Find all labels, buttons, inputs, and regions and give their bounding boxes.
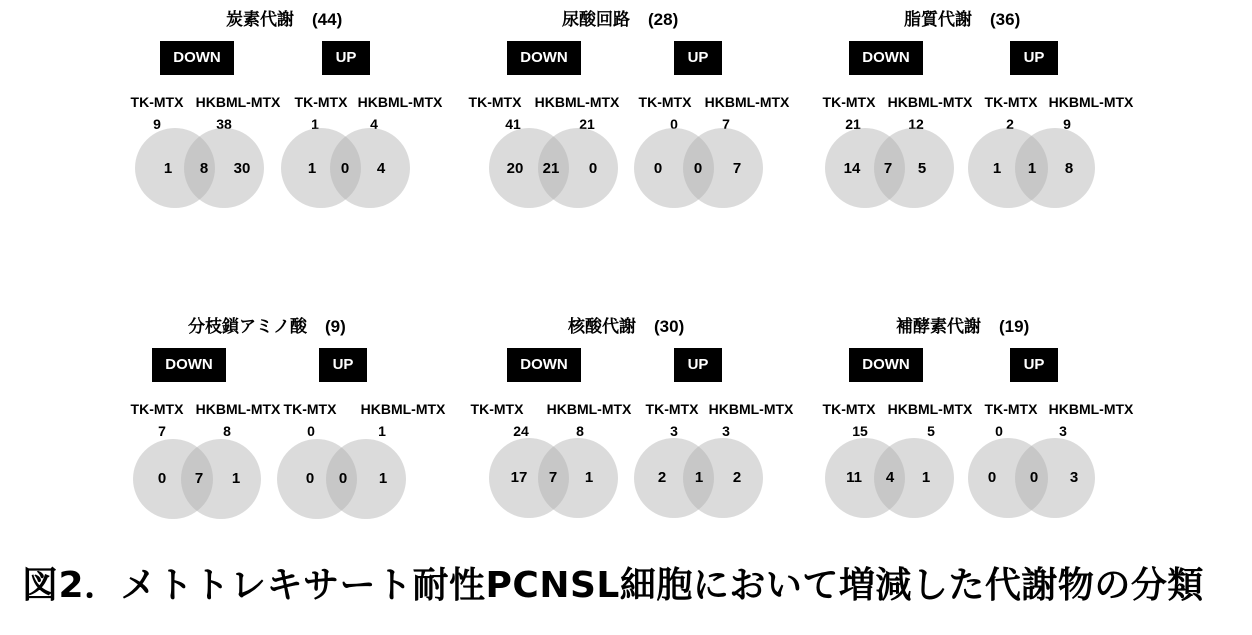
up-total-a: 3	[670, 423, 678, 439]
down-overlap: 21	[542, 160, 560, 177]
down-total-b: 8	[576, 423, 584, 439]
down-overlap: 7	[548, 469, 558, 486]
panel-count: (30)	[654, 317, 685, 336]
up-overlap: 0	[1029, 469, 1039, 486]
up-only-b: 8	[1064, 160, 1074, 177]
down-overlap: 8	[199, 160, 209, 177]
down-label-b: HKBML-MTX	[195, 401, 281, 417]
panel-title	[562, 10, 678, 30]
up-overlap: 1	[694, 469, 704, 486]
panel-title-text: 炭素代謝	[226, 10, 294, 29]
down-only-b: 0	[588, 160, 598, 177]
down-only-b: 30	[233, 160, 251, 177]
up-label-a: TK-MTX	[283, 401, 337, 417]
up-total-a: 0	[307, 423, 315, 439]
panel-branched-chain-amino-acid	[128, 317, 528, 547]
down-label-b: HKBML-MTX	[534, 94, 620, 110]
down-tag: DOWN	[152, 348, 226, 382]
down-overlap: 7	[194, 470, 204, 487]
down-total-a: 7	[158, 423, 166, 439]
up-total-b: 3	[1059, 423, 1067, 439]
panel-title-text: 補酵素代謝	[896, 317, 981, 336]
up-only-b: 7	[732, 160, 742, 177]
up-label-b: HKBML-MTX	[708, 401, 794, 417]
up-label-a: TK-MTX	[294, 94, 348, 110]
down-overlap: 7	[883, 160, 893, 177]
up-label-b: HKBML-MTX	[704, 94, 790, 110]
panel-count: (19)	[999, 317, 1030, 336]
up-label-a: TK-MTX	[638, 94, 692, 110]
up-total-a: 2	[1006, 116, 1014, 132]
down-label-a: TK-MTX	[822, 401, 876, 417]
up-tag: UP	[1010, 41, 1058, 75]
down-label-b: HKBML-MTX	[195, 94, 281, 110]
up-label-b: HKBML-MTX	[360, 401, 446, 417]
down-only-a: 11	[846, 469, 862, 486]
up-only-b: 2	[732, 469, 742, 486]
up-label-b: HKBML-MTX	[1048, 401, 1134, 417]
up-total-a: 1	[311, 116, 319, 132]
up-total-b: 3	[722, 423, 730, 439]
up-only-b: 3	[1069, 469, 1079, 486]
down-tag: DOWN	[849, 41, 923, 75]
down-only-a: 0	[157, 470, 167, 487]
up-tag: UP	[674, 348, 722, 382]
down-only-a: 17	[510, 469, 528, 486]
up-only-b: 4	[376, 160, 386, 177]
panel-lipid-metabolism	[806, 10, 1206, 240]
down-total-b: 8	[223, 423, 231, 439]
up-tag: UP	[1010, 348, 1058, 382]
panel-title	[896, 317, 1029, 337]
panel-count: (9)	[325, 317, 346, 336]
down-total-a: 24	[513, 423, 529, 439]
down-only-b: 5	[917, 160, 927, 177]
panel-title	[188, 317, 346, 337]
up-only-a: 1	[992, 160, 1002, 177]
up-total-b: 9	[1063, 116, 1071, 132]
down-total-b: 5	[927, 423, 935, 439]
down-label-a: TK-MTX	[130, 94, 184, 110]
panel-title	[568, 317, 684, 337]
down-total-a: 21	[845, 116, 861, 132]
up-label-a: TK-MTX	[645, 401, 699, 417]
down-only-a: 1	[163, 160, 173, 177]
up-overlap: 0	[338, 470, 348, 487]
up-only-a: 0	[653, 160, 663, 177]
down-label-b: HKBML-MTX	[546, 401, 632, 417]
panel-carbon-metabolism	[128, 10, 528, 240]
down-only-a: 14	[843, 160, 861, 177]
down-tag: DOWN	[160, 41, 234, 75]
up-overlap: 0	[693, 160, 703, 177]
down-only-b: 1	[584, 469, 594, 486]
up-label-a: TK-MTX	[984, 401, 1038, 417]
down-total-b: 12	[908, 116, 924, 132]
down-tag: DOWN	[507, 41, 581, 75]
down-label-a: TK-MTX	[822, 94, 876, 110]
down-total-b: 38	[216, 116, 232, 132]
panel-title	[226, 10, 342, 30]
up-only-a: 2	[657, 469, 667, 486]
up-label-a: TK-MTX	[984, 94, 1038, 110]
up-tag: UP	[322, 41, 370, 75]
down-tag: DOWN	[849, 348, 923, 382]
up-total-b: 4	[370, 116, 378, 132]
panel-title-text: 尿酸回路	[562, 10, 630, 29]
down-label-a: TK-MTX	[130, 401, 184, 417]
venn-circle-b	[184, 128, 264, 208]
down-only-b: 1	[231, 470, 241, 487]
venn-circle-b	[181, 439, 261, 519]
down-total-a: 9	[153, 116, 161, 132]
down-only-b: 1	[921, 469, 931, 486]
up-only-a: 0	[987, 469, 997, 486]
up-total-b: 7	[722, 116, 730, 132]
up-tag: UP	[674, 41, 722, 75]
down-total-b: 21	[579, 116, 595, 132]
up-total-b: 1	[378, 423, 386, 439]
panel-count: (36)	[990, 10, 1021, 29]
up-total-a: 0	[670, 116, 678, 132]
down-only-a: 20	[506, 160, 524, 177]
up-overlap: 0	[340, 160, 350, 177]
up-total-a: 0	[995, 423, 1003, 439]
panel-coenzyme-metabolism	[806, 317, 1206, 547]
up-only-b: 1	[378, 470, 388, 487]
panel-title-text: 分枝鎖アミノ酸	[188, 317, 307, 336]
up-only-a: 1	[307, 160, 317, 177]
down-total-a: 41	[505, 116, 521, 132]
down-tag: DOWN	[507, 348, 581, 382]
panel-count: (28)	[648, 10, 679, 29]
down-label-b: HKBML-MTX	[887, 94, 973, 110]
panel-title-text: 核酸代謝	[568, 317, 636, 336]
up-overlap: 1	[1027, 160, 1037, 177]
up-only-a: 0	[305, 470, 315, 487]
down-label-a: TK-MTX	[468, 94, 522, 110]
down-overlap: 4	[885, 469, 895, 486]
down-total-a: 15	[852, 423, 868, 439]
down-label-a: TK-MTX	[470, 401, 524, 417]
panel-count: (44)	[312, 10, 343, 29]
panel-title-text: 脂質代謝	[904, 10, 972, 29]
up-label-b: HKBML-MTX	[357, 94, 443, 110]
panel-title	[904, 10, 1020, 30]
figure-caption: 図2．メトトレキサート耐性PCNSL細胞において増減した代謝物の分類	[22, 565, 1204, 606]
venn-circle-b	[1015, 438, 1095, 518]
up-label-b: HKBML-MTX	[1048, 94, 1134, 110]
up-tag: UP	[319, 348, 367, 382]
down-label-b: HKBML-MTX	[887, 401, 973, 417]
